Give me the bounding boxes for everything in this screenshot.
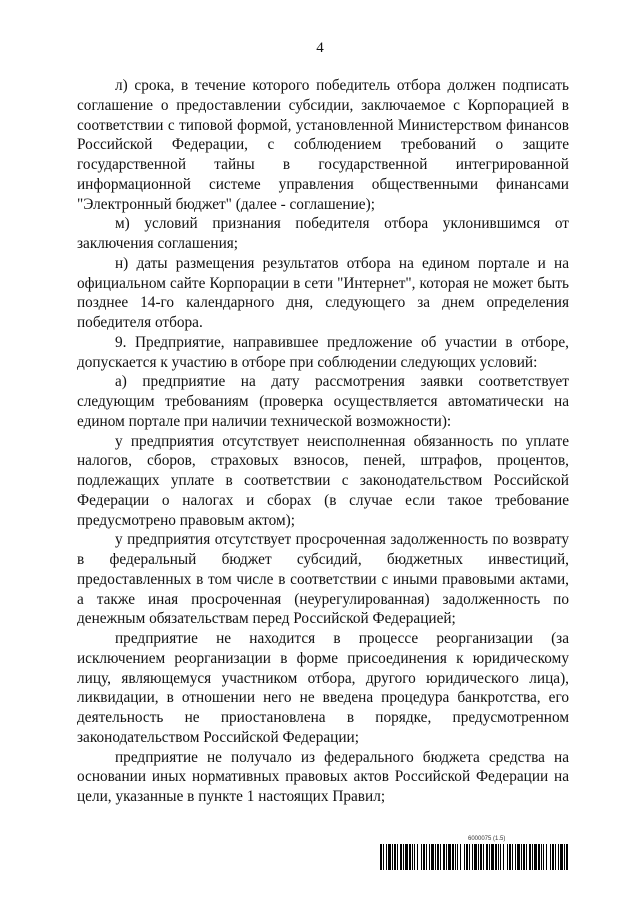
paragraph-n: н) даты размещения результатов отбора на едином портале и на официальном сайте Корпорации в сети "Интернет", которая не может быть позднее 14-го календарного дня, следующего за днем определения победителя отбора. [77, 254, 569, 331]
paragraph-tax-debt: у предприятия отсутствует неисполненная обязанность по уплате налогов, сборов, страховых взносов, пеней, штрафов, процентов, подлежащих уплате в соответствии с законодательством Российской Федерации о налогах и сборах (в случае если такое требование предусмотрено правовым актом); [77, 432, 569, 529]
paragraph-reorganization: предприятие не находится в процессе реорганизации (за исключением реорганизации в форме присоединения к юридическому лицу, являющемуся участником отбора, другого юридического лица), ликвидации, в отношении него не введена процедура банкротства, его деятельность не приостановлена в порядке, предусмотренном законодательством Российской Федерации; [77, 630, 569, 746]
barcode [380, 836, 568, 870]
document-body [77, 76, 569, 807]
paragraph-l: л) срока, в течение которого победитель отбора должен подписать соглашение о предоставлении субсидии, заключаемое с Корпорацией в соответствии с типовой формой, установленной Министерством финансов Российской Федерации, с соблюдением требований о защите государственной тайны в государственной интегрированной информационной системе управления общественными финансами "Электронный бюджет" (далее - соглашение); [77, 77, 569, 213]
barcode-bars [380, 844, 568, 870]
barcode-label: 6000075 (1.5) [468, 836, 506, 842]
paragraph-m: м) условий признания победителя отбора уклонившимся от заключения соглашения; [77, 215, 569, 252]
paragraph-no-funds: предприятие не получало из федерального бюджета средства на основании иных нормативных правовых актов Российской Федерации на цели, указанные в пункте 1 настоящих Правил; [77, 748, 569, 805]
paragraph-9: 9. Предприятие, направившее предложение об участии в отборе, допускается к участию в отборе при соблюдении следующих условий: [77, 333, 569, 371]
page-number: 4 [316, 40, 324, 56]
paragraph-a: а) предприятие на дату рассмотрения заявки соответствует следующим требованиям (проверка осуществляется автоматически на едином портале при наличии технической возможности): [77, 373, 569, 430]
paragraph-budget-debt: у предприятия отсутствует просроченная задолженность по возврату в федеральный бюджет субсидий, бюджетных инвестиций, предоставленных в том числе в соответствии с иными правовыми актами, а также иная просроченная (неурегулированная) задолженность по денежным обязательствам перед Российской Федерацией; [77, 531, 569, 628]
